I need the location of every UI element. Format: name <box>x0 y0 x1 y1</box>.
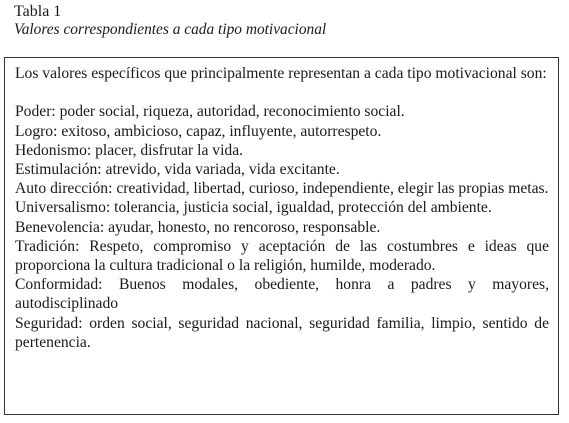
value-item-benevolencia: Benevolencia: ayudar, honesto, no rencoroso, responsable. <box>15 218 381 236</box>
values-box-content <box>15 64 549 352</box>
values-box <box>4 57 559 415</box>
value-item-logro: Logro: exitoso, ambicioso, capaz, influyente, autorrespeto. <box>15 122 382 140</box>
value-item-auto-direccion: Auto dirección: creatividad, libertad, curioso, independiente, elegir las propias metas. <box>15 180 549 198</box>
value-item-estimulacion: Estimulación: atrevido, vida variada, vida excitante. <box>15 161 340 178</box>
value-item-conformidad: Conformidad: Buenos modales, obediente, honra a padres y mayores, autodisciplinado <box>15 276 549 313</box>
value-item-tradicion: Tradición: Respeto, compromiso y aceptación de las costumbres e ideas que proporciona la cultura tradicional o la religión, humilde, moderado. <box>15 237 549 275</box>
value-item-universalismo: Universalismo: tolerancia, justicia social, igualdad, protección del ambiente. <box>15 199 492 217</box>
table-title: Tabla 1 <box>14 3 62 20</box>
value-item-poder: Poder: poder social, riqueza, autoridad, reconocimiento social. <box>15 103 405 121</box>
value-item-hedonismo: Hedonismo: placer, disfrutar la vida. <box>15 141 244 159</box>
value-item-seguridad: Seguridad: orden social, seguridad nacional, seguridad familia, limpio, sentido de pertenencia. <box>15 314 549 351</box>
table-caption: Valores correspondientes a cada tipo motivacional <box>14 21 327 38</box>
intro-paragraph: Los valores específicos que principalmente representan a cada tipo motivacional son: <box>15 65 547 82</box>
